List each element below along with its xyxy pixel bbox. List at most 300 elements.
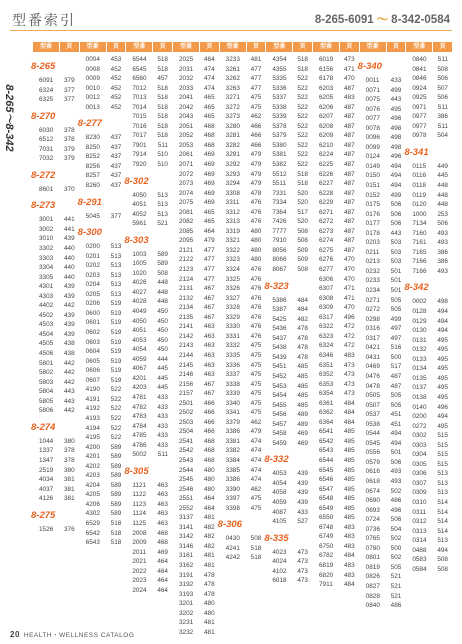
page-ref: 519 (110, 329, 122, 337)
group-prefix: 8-341 (404, 146, 429, 158)
page-number: 20 (10, 630, 20, 639)
index-entry (360, 572, 406, 582)
model-number: 3293 (225, 170, 240, 178)
model-number: 4203 (132, 384, 147, 392)
index-entry (313, 189, 359, 199)
page-ref: 487 (390, 382, 402, 390)
page-ref: 381 (63, 476, 75, 484)
page-ref: 589 (157, 250, 168, 258)
model-number: 6545 (319, 466, 334, 474)
index-entry (360, 229, 406, 239)
index-entry (266, 255, 312, 265)
index-entry (33, 311, 79, 321)
page-ref: 521 (390, 573, 402, 581)
model-number: 6225 (319, 161, 334, 169)
column-header (80, 42, 126, 52)
model-number: 3231 (179, 619, 194, 627)
index-entry (313, 446, 359, 456)
index-entry (173, 179, 219, 189)
page-ref: 589 (110, 453, 122, 461)
page-ref: 494 (437, 308, 448, 316)
model-number: 3001 (39, 216, 54, 224)
model-number: 0819 (365, 563, 380, 571)
index-entry (126, 355, 172, 365)
index-entry (173, 217, 219, 227)
page-ref: 518 (110, 539, 122, 547)
page-ref: 473 (343, 56, 355, 63)
model-number: 4504 (39, 330, 54, 338)
model-number: 6543 (85, 539, 100, 547)
page-ref: 478 (297, 325, 308, 333)
index-entry (220, 236, 266, 246)
index-entry (173, 284, 219, 294)
model-number: 0313 (412, 527, 427, 535)
index-column (406, 42, 452, 616)
page-ref: 515 (437, 460, 448, 468)
index-column (266, 42, 312, 616)
index-entry (313, 380, 359, 390)
model-number: 1020 (132, 269, 147, 277)
page-ref: 475 (250, 351, 262, 359)
model-number: 2053 (179, 141, 194, 149)
index-entry (126, 374, 172, 384)
page-ref: 475 (250, 409, 262, 417)
index-entry (126, 200, 172, 210)
index-entry (220, 351, 266, 361)
page-ref: 473 (297, 577, 308, 585)
model-number: 3308 (225, 189, 240, 197)
model-number: 6545 (132, 65, 147, 73)
page-ref: 518 (297, 180, 308, 188)
model-number: 6325 (39, 96, 54, 104)
index-entry (173, 475, 219, 485)
page-ref: 522 (110, 405, 122, 413)
page-ref: 522 (110, 395, 122, 403)
page-ref: 465 (203, 208, 215, 216)
index-entry (313, 561, 359, 571)
model-number: 4049 (132, 308, 147, 316)
page-ref: 466 (203, 418, 215, 426)
page-ref: 505 (390, 306, 402, 314)
model-number: 2544 (179, 466, 194, 474)
index-entry (220, 74, 266, 84)
range-separator: ～ (376, 14, 389, 26)
model-number: 5455 (272, 401, 287, 409)
model-number: 4053 (272, 470, 287, 478)
page-ref: 439 (297, 498, 308, 506)
group-heading (33, 164, 79, 185)
page-ref: 589 (157, 260, 168, 268)
page-ref: 499 (390, 315, 402, 323)
page-ref: 522 (297, 94, 308, 102)
index-entry (33, 359, 79, 369)
index-entry (126, 122, 172, 132)
index-entry (220, 65, 266, 75)
page-ref: 508 (437, 65, 448, 73)
index-entry (173, 418, 219, 428)
page-ref: 472 (343, 332, 355, 340)
index-entry (173, 523, 219, 533)
page-ref: 501 (390, 267, 402, 275)
index-entry (33, 244, 79, 254)
index-entry (406, 297, 452, 307)
model-number: 2061 (179, 151, 194, 159)
model-number: 0149 (365, 162, 380, 170)
page-ref: 487 (343, 170, 355, 178)
model-number: 0203 (85, 271, 100, 279)
page-ref: 487 (343, 180, 355, 188)
page-ref: 522 (297, 113, 308, 121)
index-entry (406, 74, 452, 84)
page-ref: 513 (437, 537, 448, 545)
model-number: 6544 (132, 56, 147, 63)
page-ref: 468 (203, 437, 215, 445)
index-entry (173, 628, 219, 638)
index-entry (266, 227, 312, 237)
page-ref: 442 (63, 378, 75, 386)
index-entry (220, 485, 266, 495)
page-ref: 463 (157, 510, 168, 518)
index-entry (360, 372, 406, 382)
model-number: 1121 (132, 481, 147, 489)
index-entry (33, 330, 79, 340)
model-number: 5457 (272, 420, 287, 428)
model-header: 型番 (126, 42, 152, 52)
model-number: 6550 (319, 514, 334, 522)
model-header: 型番 (266, 42, 292, 52)
group-heading (357, 55, 406, 76)
model-number: 5380 (272, 141, 287, 149)
page-ref: 474 (203, 84, 215, 92)
page-ref: 462 (250, 418, 262, 426)
model-number: 0178 (365, 229, 380, 237)
model-number: 2031 (179, 65, 194, 73)
page-ref: 496 (390, 115, 402, 123)
index-entry (266, 150, 312, 160)
index-entry (406, 307, 452, 317)
index-entry (313, 418, 359, 428)
index-entry (220, 141, 266, 151)
model-number: 0693 (365, 506, 380, 514)
index-entry (406, 326, 452, 336)
model-number: 2042 (179, 103, 194, 111)
model-number: 6560 (132, 75, 147, 83)
model-number: 6229 (319, 199, 334, 207)
model-number: 0119 (412, 191, 427, 199)
index-entry (313, 55, 359, 65)
group-heading (77, 112, 126, 133)
model-number: 0133 (412, 355, 427, 363)
index-entry (126, 403, 172, 413)
index-entry (266, 382, 312, 392)
index-entry (406, 336, 452, 346)
index-entry (33, 301, 79, 311)
model-number: 5454 (272, 392, 287, 400)
index-entry (406, 527, 452, 537)
model-number: 0545 (365, 439, 380, 447)
index-entry (360, 286, 406, 296)
index-entry (360, 105, 406, 115)
page-ref: 502 (390, 554, 402, 562)
page-ref: 475 (250, 380, 262, 388)
page-ref: 520 (297, 189, 308, 197)
index-entry (360, 382, 406, 392)
index-entry (173, 246, 219, 256)
page-ref: 484 (343, 581, 355, 589)
page-ref: 379 (63, 77, 75, 84)
index-entry (313, 217, 359, 227)
page-ref: 484 (343, 399, 355, 407)
page-ref: 506 (390, 516, 402, 524)
page-ref: 518 (250, 544, 262, 552)
model-number: 0200 (412, 413, 427, 421)
index-entry (406, 229, 452, 239)
model-number: 0583 (412, 556, 427, 564)
page-ref: 480 (203, 609, 215, 617)
model-number: 6275 (319, 246, 334, 254)
index-entry (173, 485, 219, 495)
model-number: 4054 (272, 479, 287, 487)
page-header-cell: 頁 (107, 42, 126, 52)
page-ref: 485 (297, 401, 308, 409)
model-number: 4051 (132, 201, 147, 209)
page-ref: 518 (157, 65, 168, 73)
model-number: 3386 (225, 428, 240, 436)
page-ref: 513 (437, 479, 448, 487)
group-heading (33, 416, 79, 437)
page-ref: 474 (250, 447, 262, 455)
group-prefix: 8-306 (217, 519, 242, 531)
index-entry (220, 313, 266, 323)
index-entry (80, 357, 126, 367)
page-ref: 469 (203, 189, 215, 197)
model-number: 0309 (412, 489, 427, 497)
page-ref: 437 (110, 134, 122, 142)
page-ref: 452 (110, 94, 122, 102)
index-entry (220, 534, 266, 544)
index-entry (266, 74, 312, 84)
index-entry (360, 133, 406, 143)
page-ref: 433 (157, 393, 168, 401)
index-entry (173, 150, 219, 160)
index-entry (173, 303, 219, 313)
index-entry (313, 408, 359, 418)
column-header (126, 42, 172, 52)
page-ref: 469 (203, 151, 215, 159)
page-ref: 485 (343, 485, 355, 493)
index-entry (266, 189, 312, 199)
page-ref: 474 (250, 466, 262, 474)
index-entry (266, 576, 312, 586)
index-entry (33, 494, 79, 504)
model-number: 0801 (365, 554, 380, 562)
index-entry (220, 380, 266, 390)
model-number: 5512 (272, 170, 287, 178)
index-entry (313, 255, 359, 265)
model-number: 2131 (179, 285, 194, 293)
model-number: 0312 (412, 518, 427, 526)
page-ref: 467 (203, 285, 215, 293)
model-number: 0840 (412, 56, 427, 63)
page-ref: 508 (157, 269, 168, 277)
page-ref: 589 (110, 500, 122, 508)
model-number: 0488 (412, 546, 427, 554)
page-ref: 518 (297, 170, 308, 178)
page-ref: 469 (203, 170, 215, 178)
index-entry (126, 131, 172, 141)
model-number: 0307 (412, 479, 427, 487)
page-ref: 465 (203, 113, 215, 121)
model-number: 1123 (132, 500, 147, 508)
page-ref: 522 (297, 75, 308, 83)
page-ref: 468 (203, 132, 215, 140)
model-number: 0232 (365, 267, 380, 275)
model-number: 2142 (179, 332, 194, 340)
page-ref: 482 (203, 523, 215, 531)
page-ref: 433 (157, 413, 168, 421)
group-heading (406, 276, 452, 297)
model-number: 0012 (85, 94, 100, 102)
index-entry (173, 198, 219, 208)
model-number: 2135 (179, 313, 194, 321)
model-number: 0211 (365, 248, 380, 256)
side-tab-label: 8-265～8-342 (3, 84, 15, 152)
model-number: 0130 (412, 327, 427, 335)
page-ref: 511 (437, 56, 448, 63)
catalog-name: HEALTH・WELLNESS CATALOG (23, 632, 135, 639)
model-number: 0152 (365, 191, 380, 199)
model-number: 4201 (85, 453, 100, 461)
index-entry (220, 418, 266, 428)
model-number: 0826 (365, 573, 380, 581)
page-ref: 519 (110, 319, 122, 327)
index-entry (80, 385, 126, 395)
index-entry (220, 198, 266, 208)
index-entry (360, 401, 406, 411)
page-ref: 378 (63, 456, 75, 464)
index-entry (220, 475, 266, 485)
page-header-cell: 頁 (247, 42, 266, 52)
index-entry (33, 282, 79, 292)
index-entry (173, 399, 219, 409)
model-number: 2081 (179, 208, 194, 216)
page-ref: 470 (343, 304, 355, 312)
model-number: 6820 (319, 571, 334, 579)
model-number: 8230 (85, 134, 100, 142)
page-ref: 519 (110, 367, 122, 375)
index-entry (220, 160, 266, 170)
side-tab (3, 78, 17, 158)
index-entry (173, 275, 219, 285)
model-number: 7426 (272, 218, 287, 226)
index-entry (406, 469, 452, 479)
group-prefix: 8-291 (77, 196, 102, 208)
model-number: 2143 (179, 342, 194, 350)
page-ref: 485 (343, 476, 355, 484)
page-ref: 379 (63, 155, 75, 163)
index-entry (406, 219, 452, 229)
model-number: 2082 (179, 218, 194, 226)
index-entry (173, 103, 219, 113)
model-number: 3326 (225, 285, 240, 293)
page-ref: 474 (250, 476, 262, 484)
index-entry (266, 84, 312, 94)
index-entry (266, 198, 312, 208)
model-number: 2502 (179, 409, 194, 417)
index-entry (126, 278, 172, 288)
model-number: 6362 (319, 409, 334, 417)
page-ref: 464 (203, 495, 215, 503)
page-ref: 377 (63, 96, 75, 104)
model-number: 2011 (132, 548, 147, 556)
page-ref: 483 (343, 571, 355, 579)
index-entry (266, 391, 312, 401)
index-entry (313, 313, 359, 323)
index-entry (313, 141, 359, 151)
model-number: 1003 (132, 250, 147, 258)
page-ref: 464 (157, 558, 168, 566)
model-number: 4052 (132, 210, 147, 218)
page-ref: 493 (390, 477, 402, 485)
column-body (173, 55, 219, 637)
page-ref: 475 (250, 495, 262, 503)
page-ref: 519 (110, 376, 122, 384)
model-number: 4782 (132, 403, 147, 411)
index-entry (126, 509, 172, 519)
index-entry (406, 383, 452, 393)
model-number: 5336 (272, 84, 287, 92)
index-entry (220, 408, 266, 418)
page-ref: 473 (343, 361, 355, 369)
index-entry (266, 410, 312, 420)
index-entry (220, 504, 266, 514)
model-number: 5335 (272, 75, 287, 83)
index-entry (360, 515, 406, 525)
range-start: 8-265-6091 (314, 14, 374, 26)
index-entry (33, 215, 79, 225)
index-entry (173, 380, 219, 390)
model-number: 2552 (179, 504, 194, 512)
index-entry (406, 317, 452, 327)
index-entry (266, 65, 312, 75)
page-ref: 479 (250, 170, 262, 178)
index-entry (313, 93, 359, 103)
model-number: 4058 (272, 489, 287, 497)
index-entry (173, 618, 219, 628)
index-entry (33, 225, 79, 235)
model-number: 4402 (39, 302, 54, 310)
index-entry (406, 422, 452, 432)
model-number: 0076 (365, 105, 380, 113)
index-entry (80, 242, 126, 252)
page-ref: 469 (157, 548, 168, 556)
page-ref: 443 (63, 388, 75, 396)
index-entry (80, 84, 126, 94)
model-number: 4034 (39, 476, 54, 484)
model-header: 型番 (33, 42, 59, 52)
page-ref: 522 (297, 141, 308, 149)
model-number: 1005 (132, 260, 147, 268)
model-number: 6276 (319, 256, 334, 264)
group-prefix: 8-302 (124, 175, 149, 187)
page-ref: 485 (343, 514, 355, 522)
page-ref: 450 (157, 327, 168, 335)
index-entry (406, 131, 452, 141)
index-entry (126, 336, 172, 346)
index-entry (80, 271, 126, 281)
model-number: 0606 (85, 367, 100, 375)
index-entry (313, 485, 359, 495)
